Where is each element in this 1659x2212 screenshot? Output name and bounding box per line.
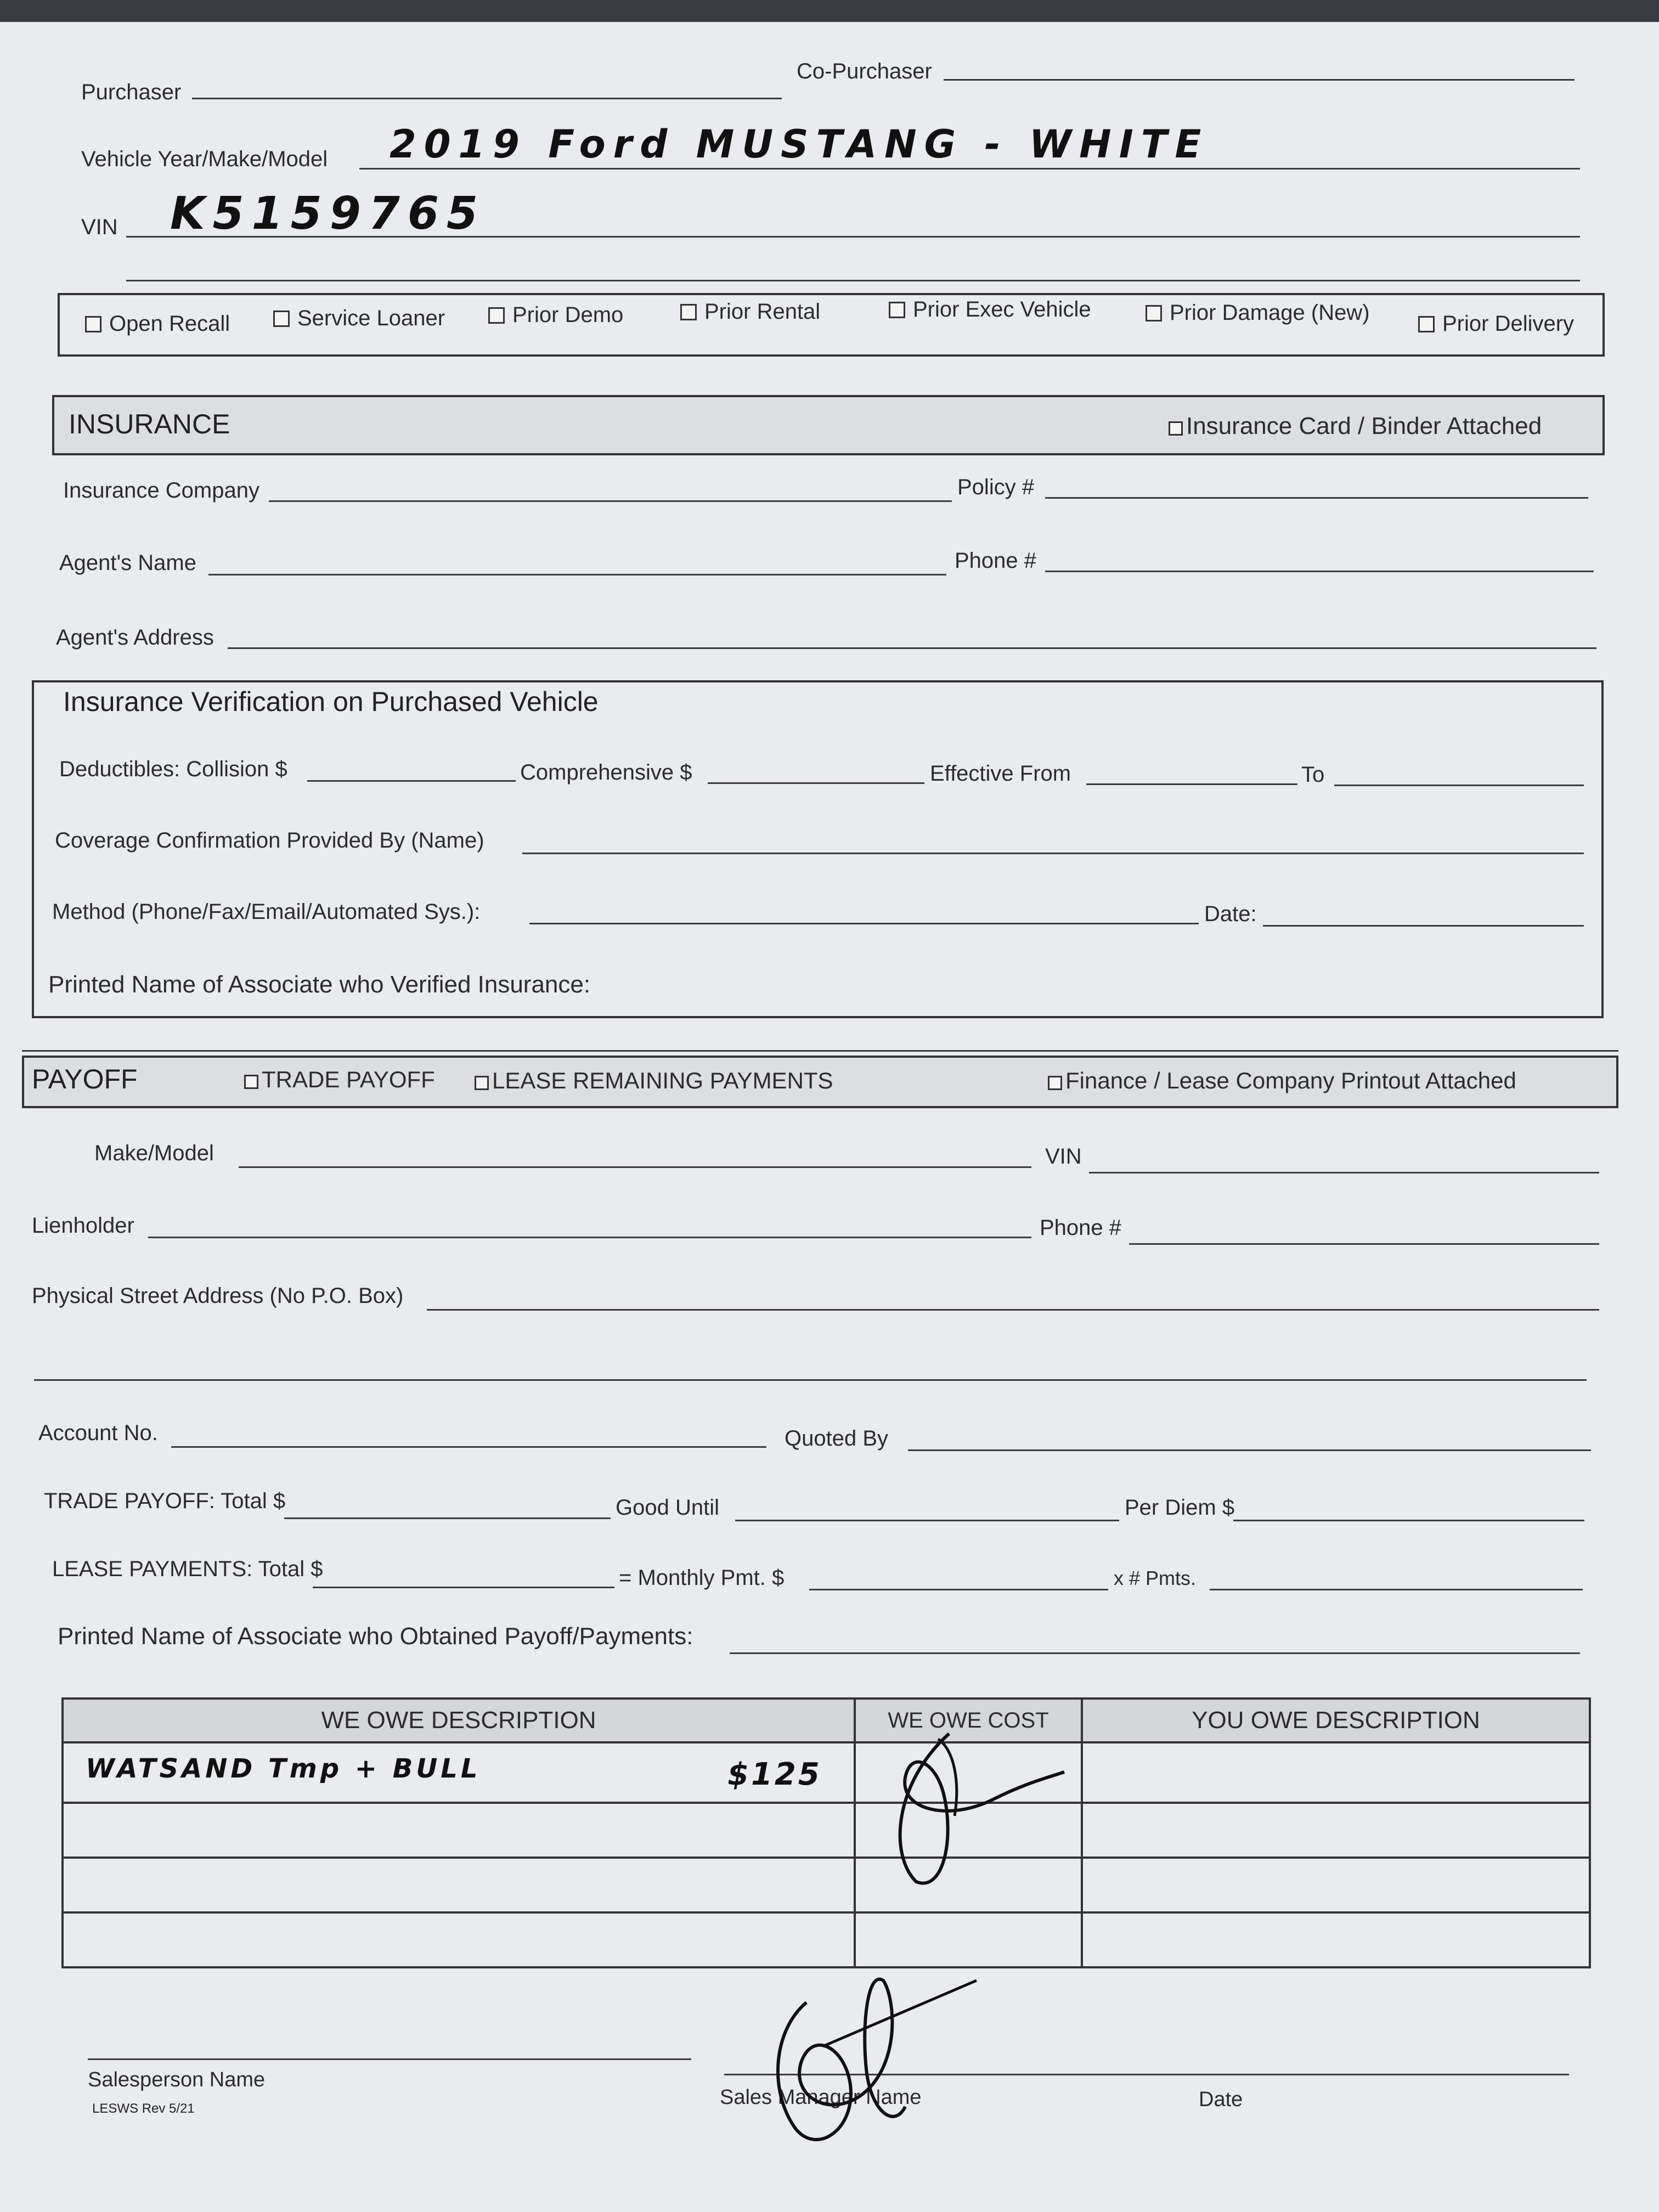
agent-name-line[interactable] — [208, 574, 946, 575]
co-purchaser-label: Co-Purchaser — [797, 59, 932, 83]
manager-initials-signature — [872, 1717, 1081, 1898]
collision-line[interactable] — [307, 780, 516, 782]
method-label: Method (Phone/Fax/Email/Automated Sys.): — [52, 900, 481, 924]
verified-by-label: Printed Name of Associate who Verified Insurance: — [48, 971, 591, 998]
agent-address-line[interactable] — [228, 647, 1596, 649]
per-diem-line[interactable] — [1233, 1520, 1584, 1521]
agent-address-label: Agent's Address — [56, 625, 214, 650]
per-diem-label: Per Diem $ — [1125, 1496, 1235, 1520]
monthly-pmt-line[interactable] — [809, 1589, 1108, 1590]
checkbox[interactable] — [475, 1076, 489, 1090]
checkbox[interactable] — [273, 311, 290, 327]
co-purchaser-line[interactable] — [944, 79, 1575, 81]
lease-remaining-check[interactable]: LEASE REMAINING PAYMENTS — [475, 1068, 833, 1094]
we-owe-handwritten-description: WATSAND Tmp + BULL — [86, 1753, 481, 1784]
payoff-vin-label: VIN — [1045, 1144, 1082, 1169]
checkbox[interactable] — [1048, 1076, 1062, 1090]
check-service-loaner[interactable]: Service Loaner — [273, 306, 445, 331]
verification-date-label: Date: — [1204, 902, 1257, 926]
you-owe-description-header: YOU OWE DESCRIPTION — [1082, 1699, 1590, 1742]
to-line[interactable] — [1334, 785, 1584, 786]
payoff-make-model-line[interactable] — [239, 1166, 1031, 1168]
checkbox[interactable] — [889, 302, 905, 318]
table-row — [63, 1803, 1590, 1858]
agent-phone-label: Phone # — [955, 549, 1037, 573]
account-label: Account No. — [38, 1421, 158, 1445]
lease-total-label: LEASE PAYMENTS: Total $ — [52, 1557, 323, 1581]
purchaser-line[interactable] — [192, 98, 782, 99]
coverage-label: Coverage Confirmation Provided By (Name) — [55, 828, 484, 853]
owe-table — [61, 1697, 1591, 1968]
lienholder-label: Lienholder — [32, 1214, 134, 1238]
checkbox[interactable] — [1169, 421, 1183, 436]
check-open-recall[interactable]: Open Recall — [85, 312, 230, 336]
we-owe-description-cell[interactable] — [63, 1912, 855, 1967]
check-prior-rental[interactable]: Prior Rental — [680, 300, 820, 324]
vin-label: VIN — [81, 215, 118, 239]
vehicle-line[interactable] — [359, 168, 1580, 170]
checkbox[interactable] — [680, 304, 697, 320]
we-owe-description-header: WE OWE DESCRIPTION — [63, 1699, 855, 1742]
you-owe-description-cell[interactable] — [1082, 1912, 1590, 1967]
you-owe-description-cell[interactable] — [1082, 1803, 1590, 1858]
num-pmts-label: x # Pmts. — [1114, 1567, 1197, 1589]
checkbox[interactable] — [244, 1075, 258, 1089]
street-address-line-2[interactable] — [34, 1379, 1587, 1381]
lease-total-line[interactable] — [313, 1587, 614, 1588]
quoted-by-label: Quoted By — [785, 1426, 889, 1451]
trade-payoff-check[interactable]: TRADE PAYOFF — [244, 1066, 435, 1093]
agent-phone-line[interactable] — [1045, 571, 1594, 572]
checkbox[interactable] — [1418, 316, 1435, 332]
method-line[interactable] — [529, 923, 1199, 924]
we-owe-description-cell[interactable] — [63, 1858, 855, 1912]
we-owe-description-cell[interactable] — [63, 1742, 855, 1803]
vehicle-label: Vehicle Year/Make/Model — [81, 147, 328, 171]
trade-total-label: TRADE PAYOFF: Total $ — [44, 1489, 286, 1513]
comprehensive-label: Comprehensive $ — [520, 760, 692, 785]
good-until-label: Good Until — [616, 1496, 719, 1520]
check-prior-delivery[interactable]: Prior Delivery — [1418, 312, 1574, 336]
payoff-vin-line[interactable] — [1089, 1172, 1599, 1173]
verification-title: Insurance Verification on Purchased Vehicle — [63, 686, 599, 717]
printout-attached-check[interactable]: Finance / Lease Company Printout Attached — [1048, 1068, 1516, 1094]
form-sheet — [0, 22, 1659, 2212]
verification-date-line[interactable] — [1263, 925, 1584, 927]
policy-label: Policy # — [957, 475, 1035, 499]
sales-manager-signature — [757, 1964, 988, 2162]
checkbox[interactable] — [1146, 305, 1162, 321]
payoff-title: PAYOFF — [32, 1064, 138, 1094]
table-row — [63, 1858, 1590, 1912]
comprehensive-line[interactable] — [708, 782, 924, 784]
effective-from-line[interactable] — [1086, 783, 1297, 785]
form-revision: LESWS Rev 5/21 — [92, 2101, 195, 2116]
we-owe-handwritten-amount: $125 — [727, 1757, 822, 1792]
coverage-line[interactable] — [522, 853, 1584, 854]
insurance-company-line[interactable] — [269, 500, 952, 502]
checkbox[interactable] — [488, 307, 505, 324]
good-until-line[interactable] — [735, 1520, 1119, 1521]
insurance-title: INSURANCE — [69, 409, 230, 439]
vin-handwritten-value: K5159765 — [170, 188, 486, 240]
street-address-label: Physical Street Address (No P.O. Box) — [32, 1284, 404, 1308]
policy-line[interactable] — [1045, 497, 1588, 499]
table-row — [63, 1912, 1590, 1967]
lienholder-line[interactable] — [148, 1237, 1031, 1238]
check-prior-damage[interactable]: Prior Damage (New) — [1146, 301, 1370, 325]
effective-from-label: Effective From — [930, 761, 1071, 786]
obtained-by-label: Printed Name of Associate who Obtained Payoff/Payments: — [58, 1623, 693, 1650]
monthly-pmt-label: = Monthly Pmt. $ — [619, 1566, 785, 1590]
separator-line — [126, 280, 1580, 281]
deductibles-label: Deductibles: Collision $ — [59, 757, 287, 781]
street-address-line[interactable] — [427, 1309, 1599, 1311]
payoff-top-rule — [22, 1050, 1618, 1052]
check-prior-demo[interactable]: Prior Demo — [488, 303, 623, 328]
trade-total-line[interactable] — [284, 1517, 611, 1519]
to-label: To — [1301, 763, 1325, 787]
footer-date-label: Date — [1199, 2088, 1243, 2111]
lienholder-phone-label: Phone # — [1040, 1216, 1122, 1240]
you-owe-description-cell[interactable] — [1082, 1858, 1590, 1912]
lienholder-phone-line[interactable] — [1129, 1243, 1599, 1245]
obtained-by-line[interactable] — [730, 1652, 1580, 1654]
table-row — [63, 1742, 1590, 1803]
num-pmts-line[interactable] — [1210, 1589, 1583, 1590]
we-owe-cost-header: WE OWE COST — [855, 1699, 1082, 1742]
you-owe-description-cell[interactable] — [1082, 1742, 1590, 1803]
insurance-company-label: Insurance Company — [63, 478, 259, 503]
salesperson-label: Salesperson Name — [88, 2068, 266, 2091]
salesperson-line[interactable] — [88, 2058, 691, 2060]
insurance-card-check[interactable]: Insurance Card / Binder Attached — [1169, 413, 1542, 440]
quoted-by-line[interactable] — [908, 1449, 1591, 1451]
purchaser-label: Purchaser — [81, 80, 182, 104]
vehicle-handwritten-value: 2019 Ford MUSTANG - WHITE — [390, 122, 1209, 167]
payoff-make-model-label: Make/Model — [94, 1141, 214, 1165]
manager-label: Sales Manager Name — [720, 2086, 922, 2109]
check-prior-exec-vehicle[interactable]: Prior Exec Vehicle — [889, 297, 1091, 322]
agent-name-label: Agent's Name — [59, 551, 196, 575]
account-line[interactable] — [171, 1446, 766, 1448]
we-owe-cost-cell[interactable] — [855, 1912, 1082, 1967]
checkbox[interactable] — [85, 316, 101, 332]
we-owe-description-cell[interactable] — [63, 1803, 855, 1858]
